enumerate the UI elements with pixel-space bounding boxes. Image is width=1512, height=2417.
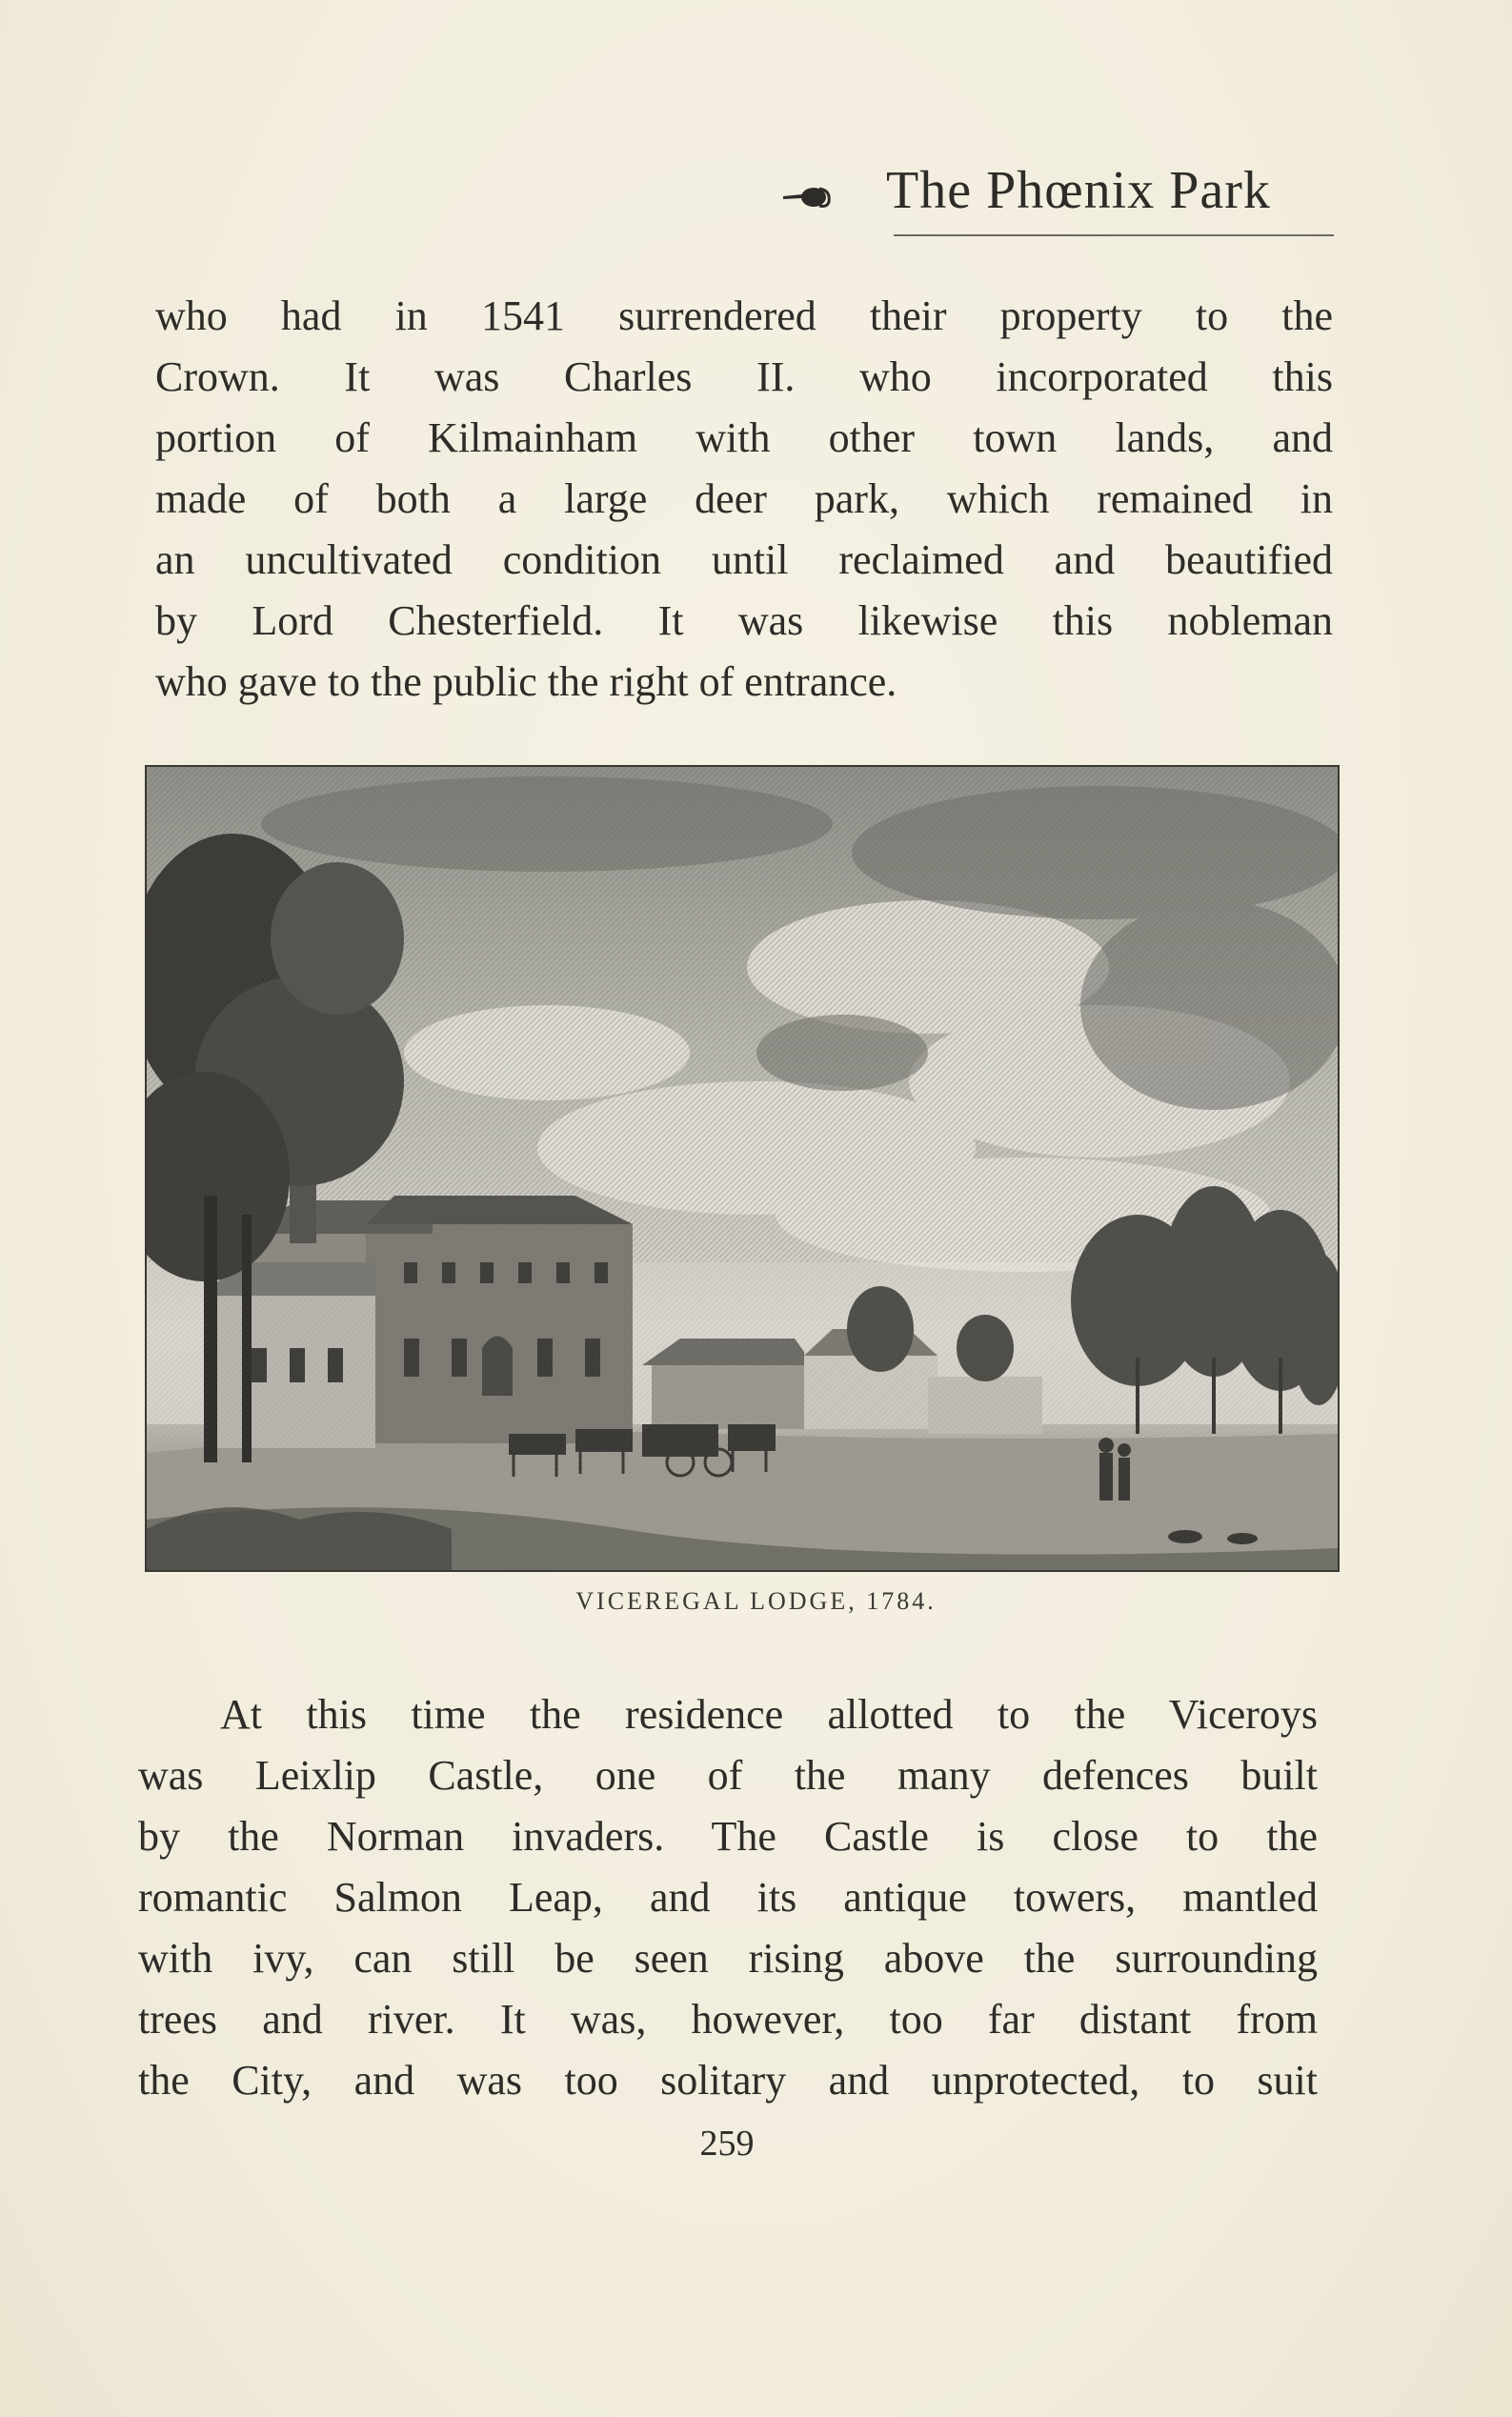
paragraph-continued [155, 286, 1333, 713]
plate-caption: VICEREGAL LODGE, 1784. [575, 1587, 937, 1615]
running-head-rule [894, 234, 1334, 236]
text-line: who gave to the public the right of entrance. [155, 658, 897, 705]
paragraph [138, 1684, 1318, 2111]
text-line: the City, and was too solitary and unprotected, to suit [138, 2057, 1318, 2104]
text-line: made of both a large deer park, which remained in [155, 475, 1333, 522]
text-line: an uncultivated condition until reclaimed and beautified [155, 536, 1333, 583]
text-line: who had in 1541 surrendered their property to the [155, 292, 1333, 339]
text-line: by Lord Chesterfield. It was likewise this nobleman [155, 597, 1333, 644]
text-line: Crown. It was Charles II. who incorporated this [155, 353, 1333, 400]
pointing-hand-icon [781, 183, 835, 211]
running-head [781, 160, 1334, 236]
text-line: with ivy, can still be seen rising above the surrounding [138, 1935, 1318, 1982]
text-line: At this time the residence allotted to the Viceroys [220, 1691, 1318, 1738]
page-number: 259 [699, 2124, 755, 2164]
engraving-plate [145, 765, 1340, 1572]
text-line: by the Norman invaders. The Castle is close to the [138, 1813, 1318, 1860]
viceregal-lodge-engraving [147, 767, 1338, 1570]
text-line: portion of Kilmainham with other town lands, and [155, 414, 1333, 461]
text-line: trees and river. It was, however, too far distant from [138, 1996, 1318, 2043]
running-head-title: The Phœnix Park [886, 161, 1271, 220]
text-line: was Leixlip Castle, one of the many defences built [138, 1752, 1318, 1799]
text-line: romantic Salmon Leap, and its antique towers, mantled [138, 1874, 1318, 1921]
